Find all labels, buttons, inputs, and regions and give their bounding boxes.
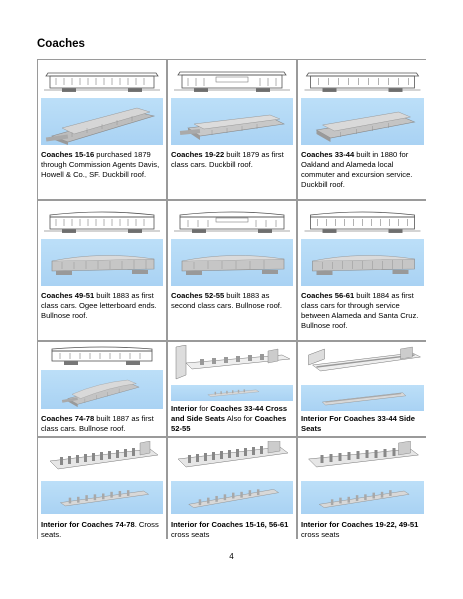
interior-cell-33-44-cross-side: [168, 342, 296, 436]
coach-cell-56-61: [298, 201, 427, 340]
coach-cell-49-51: [38, 201, 166, 340]
interior-drawing: [171, 441, 293, 477]
interior-caption: Interior For Coaches 33-44 Side Seats: [301, 414, 415, 434]
coach-cell-15-16: [38, 60, 166, 199]
coach-cell-19-22: [168, 60, 296, 199]
page-number: 4: [229, 552, 234, 561]
page-title: Coaches: [37, 38, 85, 50]
interior-drawing: [171, 345, 293, 381]
interior-model-photo: [171, 481, 293, 514]
coach-cell-74-78: [38, 342, 166, 436]
coach-side-drawing: [301, 63, 424, 95]
interior-model-photo: [41, 481, 163, 514]
coach-cell-52-55: [168, 201, 296, 340]
coach-model-photo: [41, 370, 163, 409]
interior-caption: Interior for Coaches 19-22, 49-51 cross seats: [301, 520, 419, 540]
interior-cell-19-22-49-51: [298, 438, 427, 542]
coach-side-drawing: [171, 204, 293, 236]
interior-model-photo: [301, 385, 424, 411]
interior-cell-33-44-side: [298, 342, 427, 436]
interior-model-photo: [301, 481, 424, 514]
interior-model-photo: [171, 385, 293, 401]
interior-caption: Interior for Coaches 15-16, 56-61 cross seats: [171, 520, 289, 540]
coach-caption: Coaches 52-55 built 1883 as second class cars. Bullnose roof.: [171, 291, 283, 310]
coach-side-drawing: [41, 63, 163, 95]
coach-caption: Coaches 33-44 built in 1880 for Oakland and Alameda local commuter and excursion service. Duckbill roof.: [301, 150, 413, 189]
coach-model-photo: [41, 98, 163, 145]
coach-side-drawing: [171, 63, 293, 95]
coach-side-drawing: [41, 345, 163, 367]
coach-model-photo: [171, 98, 293, 145]
coach-model-photo: [301, 98, 424, 145]
coach-model-photo: [301, 239, 424, 286]
coach-side-drawing: [301, 204, 424, 236]
interior-cell-74-78: [38, 438, 166, 542]
interior-cell-15-16-56-61: [168, 438, 296, 542]
interior-caption: Interior for Coaches 33-44 Cross and Side Seats Also for Coaches 52-55: [171, 404, 288, 434]
interior-drawing: [301, 345, 424, 381]
coach-caption: Coaches 19-22 built 1879 as first class cars. Duckbill roof.: [171, 150, 284, 169]
coach-caption: Coaches 49-51 built 1883 as first class cars. Ogee letterboard ends. Bullnose roof.: [41, 291, 157, 320]
interior-caption: Interior for Coaches 74-78. Cross seats.: [41, 520, 159, 540]
coach-caption: Coaches 15-16 purchased 1879 through Commission Agents Davis, Howell & Co., SF. Duckbill roof.: [41, 150, 160, 179]
coach-side-drawing: [41, 204, 163, 236]
coach-caption: Coaches 56-61 built 1884 as first class cars for through service between Alameda and Santa Cruz. Bullnose roof.: [301, 291, 419, 330]
coach-caption: Coaches 74-78 built 1887 as first class cars. Bullnose roof.: [41, 414, 154, 434]
coach-model-photo: [171, 239, 293, 286]
coach-grid: [37, 59, 426, 539]
interior-drawing: [41, 441, 163, 477]
interior-drawing: [301, 441, 424, 477]
coach-model-photo: [41, 239, 163, 286]
coach-cell-33-44: [298, 60, 427, 199]
